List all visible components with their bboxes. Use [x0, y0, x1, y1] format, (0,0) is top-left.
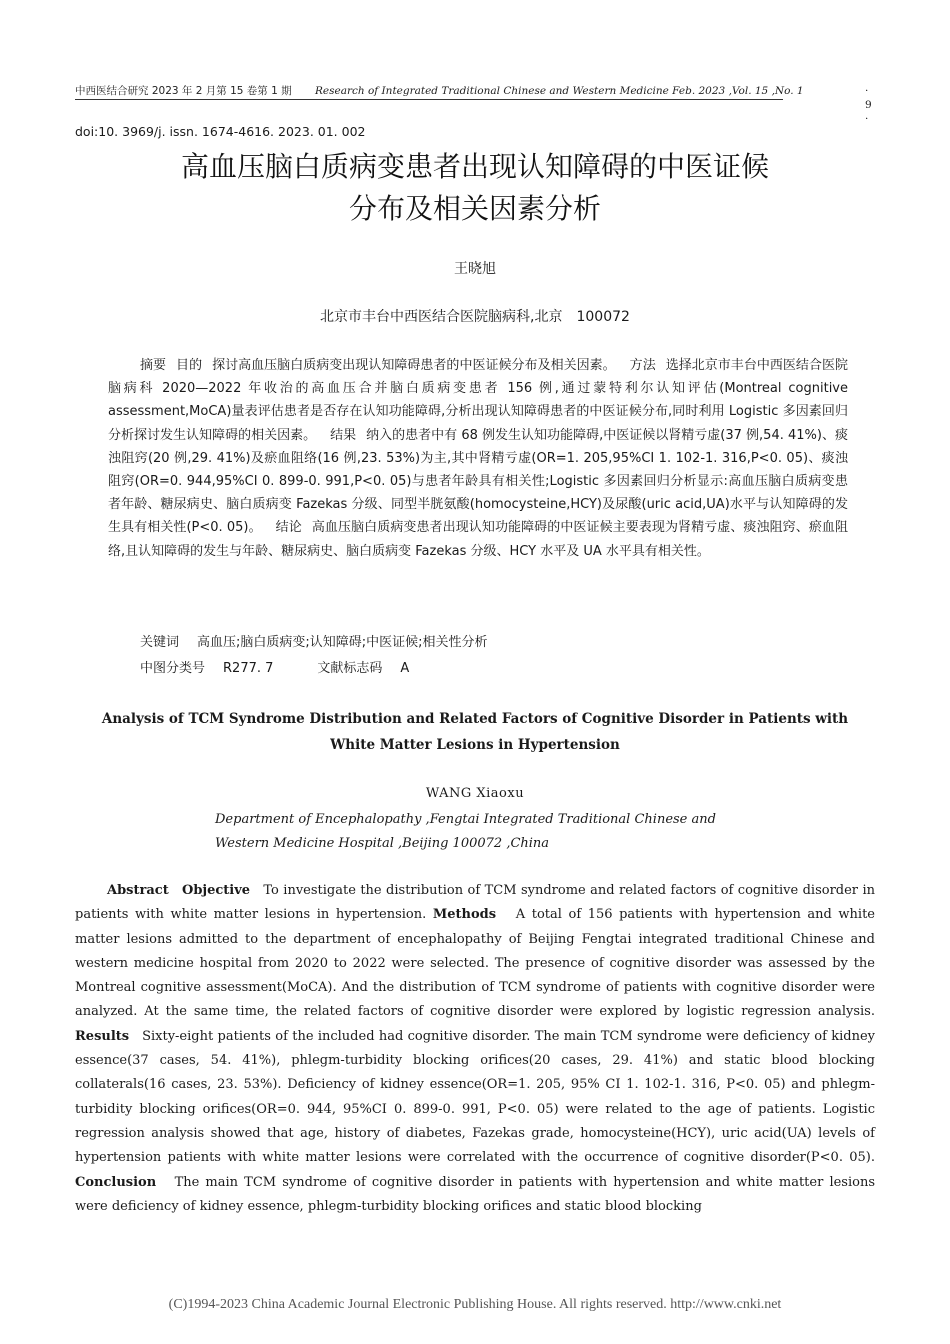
results-en: Sixty-eight patients of the included had cognitive disorder. The main TCM syndrome were deficiency of kidney essence(37 cases, 54. 41%), phlegm-turbidity blocking orifices(20 cases, 29. 41%) and static blood blocking collaterals(16 cases, 23. 53%). Deficiency of kidney essence(OR=1. 205, 95% CI 1. 102-1. 316, P<0. 05) and phlegm-turbidity blocking orifices(OR=0. 944, 95%CI 0. 899-0. 991, P<0. 05) were related to the age of patients. Logistic regression analysis showed that age, history of diabetes, Fazekas grade, homocysteine(HCY), uric acid(UA) levels of hypertension patients with white matter lesions were correlated with the occurrence of cognitive disorder(P<0. 05). [75, 1028, 875, 1166]
doc-code-label: 文献标志码 [317, 661, 383, 676]
conclusion-cn: 高血压脑白质病变患者出现认知功能障碍的中医证候主要表现为肾精亏虚、痰浊阻窍、瘀血阻络,且认知障碍的发生与年龄、糖尿病史、脑白质病变 Fazekas 分级、HCY 水平及 UA 水平具有相关性。 [108, 520, 848, 559]
author-en: WANG Xiaoxu [425, 786, 525, 801]
conclusion-cn-label: 结论 [275, 520, 302, 536]
abstract-en [75, 879, 875, 1219]
clc-label: 中图分类号 [140, 661, 206, 676]
clc-value: R277. 7 [223, 661, 274, 676]
methods-cn: 选择北京市丰台中西医结合医院脑病科 2020—2022 年收治的高血压合并脑白质病变患者 156 例,通过蒙特利尔认知评估(Montreal cognitive assessment,MoCA)量表评估患者是否存在认知功能障碍,分析出现认知障碍患者的中医证候分布,同时利用 Logistic 多因素回归分析探讨发生认知障碍的相关因素。 [108, 358, 848, 443]
affiliation-en [215, 808, 815, 856]
classification-cn [140, 657, 409, 676]
keywords-cn [140, 631, 488, 650]
page-number: · 9 · [865, 85, 872, 125]
copyright-footer: (C)1994-2023 China Academic Journal Electronic Publishing House. All rights reserved. http://www.cnki.net [168, 1297, 782, 1312]
journal-name-cn: 中西医结合研究 2023 年 2 月第 15 卷第 1 期 [75, 85, 292, 97]
paper-title-en [95, 706, 855, 758]
results-en-label: Results [75, 1028, 130, 1044]
methods-en: A total of 156 patients with hypertension and white matter lesions admitted to the department of encephalopathy of Beijing Fengtai integrated traditional Chinese and western medicine hospital from 2020 to 2022 were selected. The presence of cognitive disorder was assessed by the Montreal cognitive assessment(MoCA). And the distribution of TCM syndrome of patients with cognitive disorder were analyzed. At the same time, the related factors of cognitive disorder were explored by logistic regression analysis. [75, 907, 875, 1020]
conclusion-en: The main TCM syndrome of cognitive disorder in patients with hypertension and white matter lesions were deficiency of kidney essence, phlegm-turbidity blocking orifices and static blood blocking [75, 1174, 875, 1214]
header-rule [75, 99, 783, 100]
title-en-line-1: Analysis of TCM Syndrome Distribution and Related Factors of Cognitive Disorder in Patients with [101, 711, 849, 727]
methods-en-label: Methods [432, 907, 497, 923]
conclusion-en-label: Conclusion [75, 1174, 157, 1190]
title-cn-line-2: 分布及相关因素分析 [348, 192, 601, 225]
methods-cn-label: 方法 [629, 358, 656, 373]
objective-cn: 探讨高血压脑白质病变出现认知障碍患者的中医证候分布及相关因素。 [212, 358, 616, 373]
title-cn-line-1: 高血压脑白质病变患者出现认知障碍的中医证候 [180, 150, 769, 183]
title-en-line-2: White Matter Lesions in Hypertension [330, 737, 620, 753]
affiliation-en-line-2: Western Medicine Hospital ,Beijing 100072 ,China [215, 836, 550, 851]
objective-en: To investigate the distribution of TCM syndrome and related factors of cognitive disorder in patients with white matter lesions in hypertension. [75, 883, 875, 923]
abstract-en-label: Abstract [107, 883, 169, 898]
doi: doi:10. 3969/j. issn. 1674-4616. 2023. 01. 002 [75, 124, 366, 139]
keywords-cn-value: 高血压;脑白质病变;认知障碍;中医证候;相关性分析 [197, 635, 488, 650]
results-cn: 纳入的患者中有 68 例发生认知功能障碍,中医证候以肾精亏虚(37 例,54. 41%)、痰浊阻窍(20 例,29. 41%)及瘀血阻络(16 例,23. 53%)为主,其中肾精亏虚(OR=1. 205,95%CI 1. 102-1. 316,P<0. 05)、痰浊阻窍(OR=0. 944,95%CI 0. 899-0. 991,P<0. 05)与患者年龄具有相关性;Logistic 多因素回归分析显示:高血压脑白质病变患者年龄、糖尿病史、脑白质病变 Fazekas 分级、同型半胱氨酸(homocysteine,HCY)及尿酸(uric acid,UA)水平与认知障碍的发生具有相关性(P<0. 05)。 [108, 427, 848, 536]
objective-cn-label: 目的 [176, 358, 203, 373]
running-header [75, 84, 875, 125]
abstract-cn [108, 354, 848, 563]
journal-name-en: Research of Integrated Traditional Chinese and Western Medicine Feb. 2023 ,Vol. 15 ,No. 1 [315, 85, 804, 97]
results-cn-label: 结果 [330, 427, 357, 443]
affiliation-cn: 北京市丰台中西医结合医院脑病科,北京 100072 [320, 309, 630, 325]
paper-title-cn [75, 146, 875, 230]
doc-code-value: A [400, 661, 410, 676]
author-cn: 王晓旭 [454, 261, 496, 277]
affiliation-en-line-1: Department of Encephalopathy ,Fengtai Integrated Traditional Chinese and [215, 812, 716, 827]
keywords-cn-label: 关键词 [140, 635, 180, 650]
objective-en-label: Objective [182, 883, 251, 898]
abstract-cn-label: 摘要 [140, 358, 167, 373]
